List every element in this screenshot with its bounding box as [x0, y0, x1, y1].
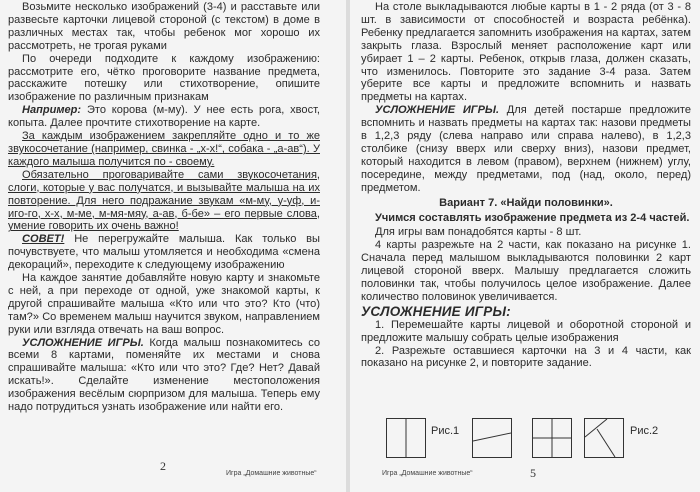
figures [386, 418, 686, 460]
complication-lead: УСЛОЖНЕНИЕ ИГРЫ. [22, 336, 144, 349]
complication-text: Когда малыш познакомитесь со всеми 8 картами, поменяйте их местами и снова спрашивайте малыша: «Кто или что это? Где? Нет? Давай искать!». Сделайте изменение местоположения изображения весёлым сюрпризом для малыша. Теперь ему надо потрудиться узнать изображение или найти его. [8, 336, 320, 414]
example-lead: Например: [22, 104, 82, 117]
paragraph: На столе выкладываются любые карты в 1 - 2 ряда (от 3 - 8 шт. в зависимости от способностей и возраста ребёнка). Ребенку предлагается запомнить изображения на картах, затем закрыть глаза. Взрослый меняет расположение карт или убирает 1 – 2 карты. Ребенок, открыв глаза, должен сказать, что изменилось. Повторите это задание 3-4 раза. Затем уберите все карты и предложите вспомнить и назвать предметы на картах. [361, 1, 691, 104]
cut-lines [585, 419, 623, 457]
card-figure [472, 418, 512, 458]
page-number: 5 [530, 466, 536, 480]
complication-heading: УСЛОЖНЕНИЕ ИГРЫ: [361, 303, 511, 319]
figure-label: Рис.2 [630, 425, 659, 437]
page-footer: Игра „Домашние животные“ [382, 470, 473, 477]
paragraph-bold: Учимся составлять изображение предмета из 2-4 частей. [375, 211, 690, 224]
cut-lines [533, 419, 571, 457]
left-page [0, 0, 346, 492]
variant-title: Вариант 7. «Найди половинки». [439, 196, 613, 209]
complication-lead: УСЛОЖНЕНИЕ ИГРЫ. [375, 104, 500, 117]
card-figure [386, 418, 426, 458]
figure-label: Рис.1 [431, 425, 460, 437]
page-footer: Игра „Домашние животные“ [226, 470, 317, 477]
left-text-column [8, 1, 320, 414]
card-figure [584, 418, 624, 458]
paragraph: Для игры вам понадобятся карты - 8 шт. [375, 226, 582, 239]
cut-lines [387, 419, 425, 457]
paragraph [8, 233, 320, 272]
paragraph: 2. Разрежьте оставшиеся карточки на 3 и 4 части, как показано на рисунке 2, и повторите задание. [361, 344, 691, 370]
example-text: Это корова (м-му). У нее есть рога, хвост, копыта. Далее прочтите стихотворение на карте. [8, 104, 320, 130]
right-page [350, 0, 700, 492]
right-text-column [361, 1, 691, 370]
paragraph: 1. Перемешайте карты лицевой и оборотной стороной и предложите малышу собрать целые изображения [361, 318, 691, 344]
paragraph: 4 карты разрежьте на 2 части, как показано на рисунке 1. Сначала перед малышом выкладываются половинки 2 карт лицевой стороной вверх. Малышу предлагается сложить половинки так, чтобы получилось целое изображение. Далее количество половинок увеличивается. [361, 239, 691, 303]
advice-lead: СОВЕТ! [22, 233, 65, 246]
page-number: 2 [160, 459, 166, 473]
cut-lines [473, 419, 511, 457]
advice-text: Не перегружайте малыша. Как только вы почувствуете, что малыш утомляется и необходима «смена декораций», переходите к следующему изображению [8, 233, 320, 272]
paragraph [8, 337, 320, 414]
complication-text: Для детей постарше предложите вспомнить и назвать предметы на картах так: назови предметы в 1,2,3 ряду (слева направо или справа налево), в 1,2,3 столбике (снизу вверх или сверху вниз), назови предмет, который находится в левом (правом), верхнем (нижнем) углу, посередине, между предметами, под (над, около, перед) предметом. [361, 104, 691, 194]
paragraph [8, 104, 320, 130]
card-figure [532, 418, 572, 458]
paragraph [361, 104, 691, 194]
paragraph-underlined: За каждым изображением закрепляйте одно и то же звукосочетание (например, свинка - „х-х!“, собака - „а-ав“). У каждого малыша получится по - своему. [8, 130, 320, 168]
paragraph-underlined: Обязательно проговаривайте сами звукосочетания, слоги, которые у вас получатся, и вызывайте малыша на их повторение. Для него подражание звукам «м-му, у-уф, и-иго-го, х-х, м-ме, м-мя-мяу, а-ав, б-бе» – его первые слова, умение говорить их очень важно! [8, 168, 320, 233]
paragraph: Возьмите несколько изображений (3-4) и расставьте или развесьте карточки лицевой стороной (с текстом) в доме в различных местах так, чтобы ребенок мог хорошо их рассмотреть, не трогая руками [8, 1, 320, 52]
paragraph: На каждое занятие добавляйте новую карту и знакомьте с ней, а при переходе от одной, уже знакомой карты, к другой спрашивайте малыша «Кто или что это? Кто (что) там?» Со временем малыш научится звуком, направлением руки или взгляда отвечать на ваш вопрос. [8, 272, 320, 336]
paragraph: По очереди подходите к каждому изображению: рассмотрите его, чётко проговорите название предмета, расскажите потешку или стихотворение, опишите изображение по различным признакам [8, 52, 320, 104]
